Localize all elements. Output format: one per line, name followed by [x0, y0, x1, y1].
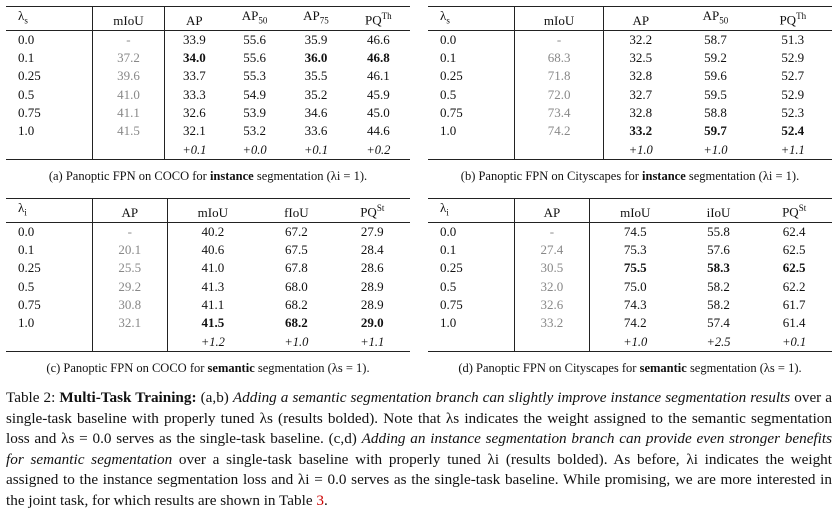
table-row: [6, 30, 410, 49]
cell: 74.5: [623, 223, 647, 239]
col-header-ap: AP: [515, 199, 590, 223]
cell: 0.0: [6, 222, 93, 241]
cell: 40.6: [201, 242, 225, 258]
caption-label: Table 2:: [6, 389, 56, 406]
cell: 33.7: [182, 68, 206, 84]
cell: 29.2: [93, 277, 168, 295]
col-header-miou: mIoU: [620, 204, 651, 220]
cell: 41.3: [201, 278, 225, 294]
table-row: [428, 241, 832, 259]
caption-text: segmentation (λs = 1).: [686, 360, 802, 375]
cell: +1.0: [703, 142, 728, 157]
caption-italic: Adding a semantic segmentation branch can slightly improve instance segmentation results: [232, 389, 791, 406]
cell: 0.5: [6, 277, 93, 295]
cell: 58.8: [704, 104, 727, 120]
cell: 67.5: [284, 242, 308, 258]
cell: +0.1: [303, 142, 329, 157]
cell: 33.2: [629, 123, 653, 139]
cell: 46.1: [366, 68, 390, 84]
cell: 53.2: [243, 123, 266, 139]
table-row: [6, 85, 410, 103]
table-caption: [6, 388, 832, 512]
cell: 61.4: [782, 315, 806, 331]
cell: 51.3: [781, 31, 805, 47]
cell: 59.5: [704, 86, 727, 102]
col-header-miou: mIoU: [93, 7, 165, 31]
subcaption-d: [428, 360, 832, 376]
table-row: [428, 67, 832, 85]
cell: 37.2: [93, 49, 165, 67]
table-row: [6, 122, 410, 140]
cell: 32.8: [629, 104, 653, 120]
cell: 33.3: [182, 86, 206, 102]
cell: 0.0: [6, 30, 93, 49]
cell: +1.0: [623, 334, 648, 349]
table-row: [6, 314, 410, 332]
cell: 40.2: [201, 223, 225, 239]
cell: -: [93, 222, 168, 241]
delta-row: [6, 332, 410, 351]
cell: 41.5: [201, 315, 225, 331]
col-header-lambda-s: $\lambda_s$: [428, 7, 515, 31]
cell: 54.9: [243, 86, 266, 102]
cell: +1.0: [284, 334, 309, 349]
table-row: [6, 104, 410, 122]
cell: 32.8: [629, 68, 653, 84]
table-row: [428, 85, 832, 103]
cell: 46.6: [366, 31, 390, 47]
table-panel-d: [428, 198, 832, 376]
cell: 28.6: [360, 260, 384, 276]
cell: 1.0: [428, 122, 515, 140]
table-row: [6, 296, 410, 314]
cell: 32.2: [629, 31, 653, 47]
cell: 41.1: [93, 104, 165, 122]
cell: 27.9: [360, 223, 384, 239]
cell: 52.9: [781, 86, 805, 102]
table-row: [428, 314, 832, 332]
cell: 28.9: [360, 278, 384, 294]
cell: +1.1: [360, 334, 385, 349]
cell: -: [515, 222, 590, 241]
caption-part: over a single-task baseline with properly tuned λs (results bolded). Note that λs indicates the weight assigned to the semantic segmentation loss and λs = 0.0 serves as the single-task baseline. (c,d): [6, 389, 833, 448]
cell: 59.7: [704, 123, 727, 139]
cell: [93, 332, 168, 351]
col-header-ap: AP: [186, 12, 203, 28]
cell: +1.2: [200, 334, 225, 349]
cell: +1.1: [780, 142, 805, 157]
cell: 62.5: [782, 242, 806, 258]
cell: [93, 140, 165, 159]
cell: 53.9: [243, 104, 266, 120]
table-row: [6, 241, 410, 259]
cell: 58.2: [707, 278, 730, 294]
results-table-c: [6, 198, 410, 352]
cell: 0.5: [428, 277, 515, 295]
table-row: [6, 222, 410, 241]
delta-row: [428, 140, 832, 159]
cell: +0.1: [782, 334, 807, 349]
cell: +1.0: [628, 142, 653, 157]
table-panel-a: [6, 6, 410, 184]
cell: 71.8: [515, 67, 604, 85]
col-header-miou: mIoU: [515, 7, 604, 31]
cell: 35.5: [304, 68, 328, 84]
caption-italic: Adding an instance segmentation branch can provide even stronger benefits for semantic segmentation: [6, 430, 833, 468]
cell: 25.5: [93, 259, 168, 277]
cell: 58.3: [707, 260, 730, 276]
table-panel-b: [428, 6, 832, 184]
cell: 41.5: [93, 122, 165, 140]
cell: 0.1: [428, 241, 515, 259]
cell: 75.3: [623, 242, 647, 258]
cell: 39.6: [93, 67, 165, 85]
caption-bold: semantic: [207, 360, 255, 375]
col-header-ap50: $AP_{50}$: [702, 8, 729, 26]
cell: 0.75: [428, 104, 515, 122]
cell: 0.5: [6, 85, 93, 103]
cell: 68.2: [284, 315, 308, 331]
col-header-ap75: $AP_{75}$: [303, 8, 329, 26]
cell: 68.0: [284, 278, 308, 294]
cell: 73.4: [515, 104, 604, 122]
cell: 52.3: [781, 104, 805, 120]
cell: 32.1: [182, 123, 206, 139]
cell: 0.25: [428, 259, 515, 277]
subcaption-c: [6, 360, 410, 376]
cell: 44.6: [366, 123, 390, 139]
header-row: [428, 199, 832, 223]
cell: 57.4: [707, 315, 730, 331]
cell: 67.2: [284, 223, 308, 239]
caption-text: segmentation (λi = 1).: [253, 168, 368, 183]
col-header-lambda-i: $\lambda_i$: [428, 199, 515, 223]
cell: 58.7: [704, 31, 727, 47]
caption-text: (c) Panoptic FPN on COCO for: [46, 360, 208, 375]
col-header-ap: AP: [93, 199, 168, 223]
col-header-fiou: fIoU: [284, 204, 309, 220]
cell: 0.1: [6, 49, 93, 67]
table-row: [6, 49, 410, 67]
cell: 0.75: [428, 296, 515, 314]
table-row: [6, 277, 410, 295]
cell: 34.6: [304, 104, 328, 120]
subcaption-b: [428, 168, 832, 184]
cell: 0.25: [6, 259, 93, 277]
cell: 74.3: [623, 296, 647, 312]
table-row: [428, 296, 832, 314]
cell: 55.6: [243, 31, 266, 47]
delta-row: [428, 332, 832, 351]
cell: 41.0: [201, 260, 225, 276]
cell: 32.0: [515, 277, 590, 295]
cell: 35.2: [304, 86, 328, 102]
caption-text: segmentation (λs = 1).: [254, 360, 370, 375]
col-header-miou: mIoU: [197, 204, 229, 220]
col-header-ap50: $AP_{50}$: [241, 8, 268, 26]
col-header-iiou: iIoU: [706, 204, 731, 220]
caption-bold: instance: [642, 168, 686, 183]
results-table-b: [428, 6, 832, 160]
cell: 32.6: [515, 296, 590, 314]
caption-bold: semantic: [639, 360, 687, 375]
cell: 55.3: [243, 68, 266, 84]
cell: 29.0: [360, 315, 384, 331]
cell: 61.7: [782, 296, 806, 312]
cell: +0.2: [366, 142, 391, 157]
cell: 74.2: [515, 122, 604, 140]
cell: 34.0: [182, 50, 206, 66]
cell: 75.5: [623, 260, 647, 276]
cell: 28.4: [360, 242, 384, 258]
cell: [6, 140, 93, 159]
header-row: [6, 7, 410, 31]
caption-title: Multi-Task Training:: [59, 389, 197, 406]
cell: 30.5: [515, 259, 590, 277]
cell: 28.9: [360, 296, 384, 312]
caption-part: over a single-task baseline with properly tuned λi (results bolded). As before, λi indicates the weight assigned to the instance segmentation loss and λi = 0.0 serves as the single-task baseline. While promising, we are more interested in the joint task, for which results are shown in Table: [6, 450, 833, 509]
header-row: [6, 199, 410, 223]
cell: 36.0: [304, 50, 328, 66]
cell: 72.0: [515, 85, 604, 103]
cell: 52.9: [781, 50, 805, 66]
cell: 0.5: [428, 85, 515, 103]
table-row: [428, 104, 832, 122]
header-row: [428, 7, 832, 31]
cell: 52.7: [781, 68, 805, 84]
cell: 0.25: [6, 67, 93, 85]
subcaption-a: [6, 168, 410, 184]
caption-text: (d) Panoptic FPN on Cityscapes for: [458, 360, 640, 375]
cell: +0.0: [242, 142, 267, 157]
table-row: [6, 259, 410, 277]
cell: 0.75: [6, 296, 93, 314]
cell: 46.8: [366, 50, 390, 66]
cell: 55.8: [707, 223, 730, 239]
cell: 32.7: [629, 86, 653, 102]
cell: 45.9: [366, 86, 390, 102]
caption-text: segmentation (λi = 1).: [685, 168, 800, 183]
cell: [6, 332, 93, 351]
cell: 1.0: [6, 122, 93, 140]
cell: 30.8: [93, 296, 168, 314]
cell: 1.0: [428, 314, 515, 332]
cell: 62.2: [782, 278, 806, 294]
caption-text: (a) Panoptic FPN on COCO for: [48, 168, 210, 183]
results-table-d: [428, 198, 832, 352]
cell: 75.0: [623, 278, 647, 294]
cell: 1.0: [6, 314, 93, 332]
delta-row: [6, 140, 410, 159]
table-row: [428, 259, 832, 277]
col-header-pq-st: $PQ^{St}$: [360, 203, 385, 220]
cell: 62.4: [782, 223, 806, 239]
cell: 27.4: [515, 241, 590, 259]
cell: 20.1: [93, 241, 168, 259]
table-panel-c: [6, 198, 410, 376]
table-row: [428, 277, 832, 295]
cell: 41.0: [93, 85, 165, 103]
table-reference-link[interactable]: 3: [316, 491, 324, 509]
cell: 45.0: [366, 104, 390, 120]
cell: 62.5: [782, 260, 806, 276]
cell: 35.9: [304, 31, 328, 47]
cell: 0.0: [428, 222, 515, 241]
table-row: [428, 49, 832, 67]
col-header-pq-st: $PQ^{St}$: [782, 203, 807, 220]
cell: 57.6: [707, 242, 730, 258]
col-header-pq-th: $PQ^{Th}$: [779, 11, 807, 28]
cell: 52.4: [781, 123, 805, 139]
cell: 59.6: [704, 68, 727, 84]
cell: 59.2: [704, 50, 727, 66]
table-row: [428, 30, 832, 49]
cell: 0.1: [6, 241, 93, 259]
cell: 0.1: [428, 49, 515, 67]
cell: 32.1: [93, 314, 168, 332]
cell: [428, 140, 515, 159]
cell: 33.2: [515, 314, 590, 332]
cell: 33.9: [182, 31, 206, 47]
col-header-pq-th: $PQ^{Th}$: [365, 11, 392, 28]
cell: 32.5: [629, 50, 653, 66]
caption-bold: instance: [209, 168, 254, 183]
cell: -: [515, 30, 604, 49]
cell: 0.0: [428, 30, 515, 49]
cell: 68.2: [284, 296, 308, 312]
cell: -: [93, 30, 165, 49]
cell: 55.6: [243, 50, 266, 66]
caption-end: .: [323, 491, 328, 509]
col-header-lambda-s: $\lambda_s$: [6, 7, 93, 31]
cell: 33.6: [304, 123, 328, 139]
col-header-lambda-i: $\lambda_i$: [6, 199, 93, 223]
table-row: [6, 67, 410, 85]
results-table-a: [6, 6, 410, 160]
caption-text: (b) Panoptic FPN on Cityscapes for: [460, 168, 643, 183]
table-row: [428, 122, 832, 140]
cell: 0.75: [6, 104, 93, 122]
caption-part: (a,b): [200, 389, 229, 406]
cell: +2.5: [706, 334, 731, 349]
cell: [515, 140, 604, 159]
cell: +0.1: [182, 142, 207, 157]
col-header-ap: AP: [632, 12, 650, 28]
cell: 68.3: [515, 49, 604, 67]
cell: 41.1: [201, 296, 225, 312]
cell: 32.6: [182, 104, 206, 120]
cell: [428, 332, 515, 351]
table-row: [428, 222, 832, 241]
cell: 0.25: [428, 67, 515, 85]
cell: 67.8: [284, 260, 308, 276]
cell: 58.2: [707, 296, 730, 312]
cell: 74.2: [623, 315, 647, 331]
cell: [515, 332, 590, 351]
